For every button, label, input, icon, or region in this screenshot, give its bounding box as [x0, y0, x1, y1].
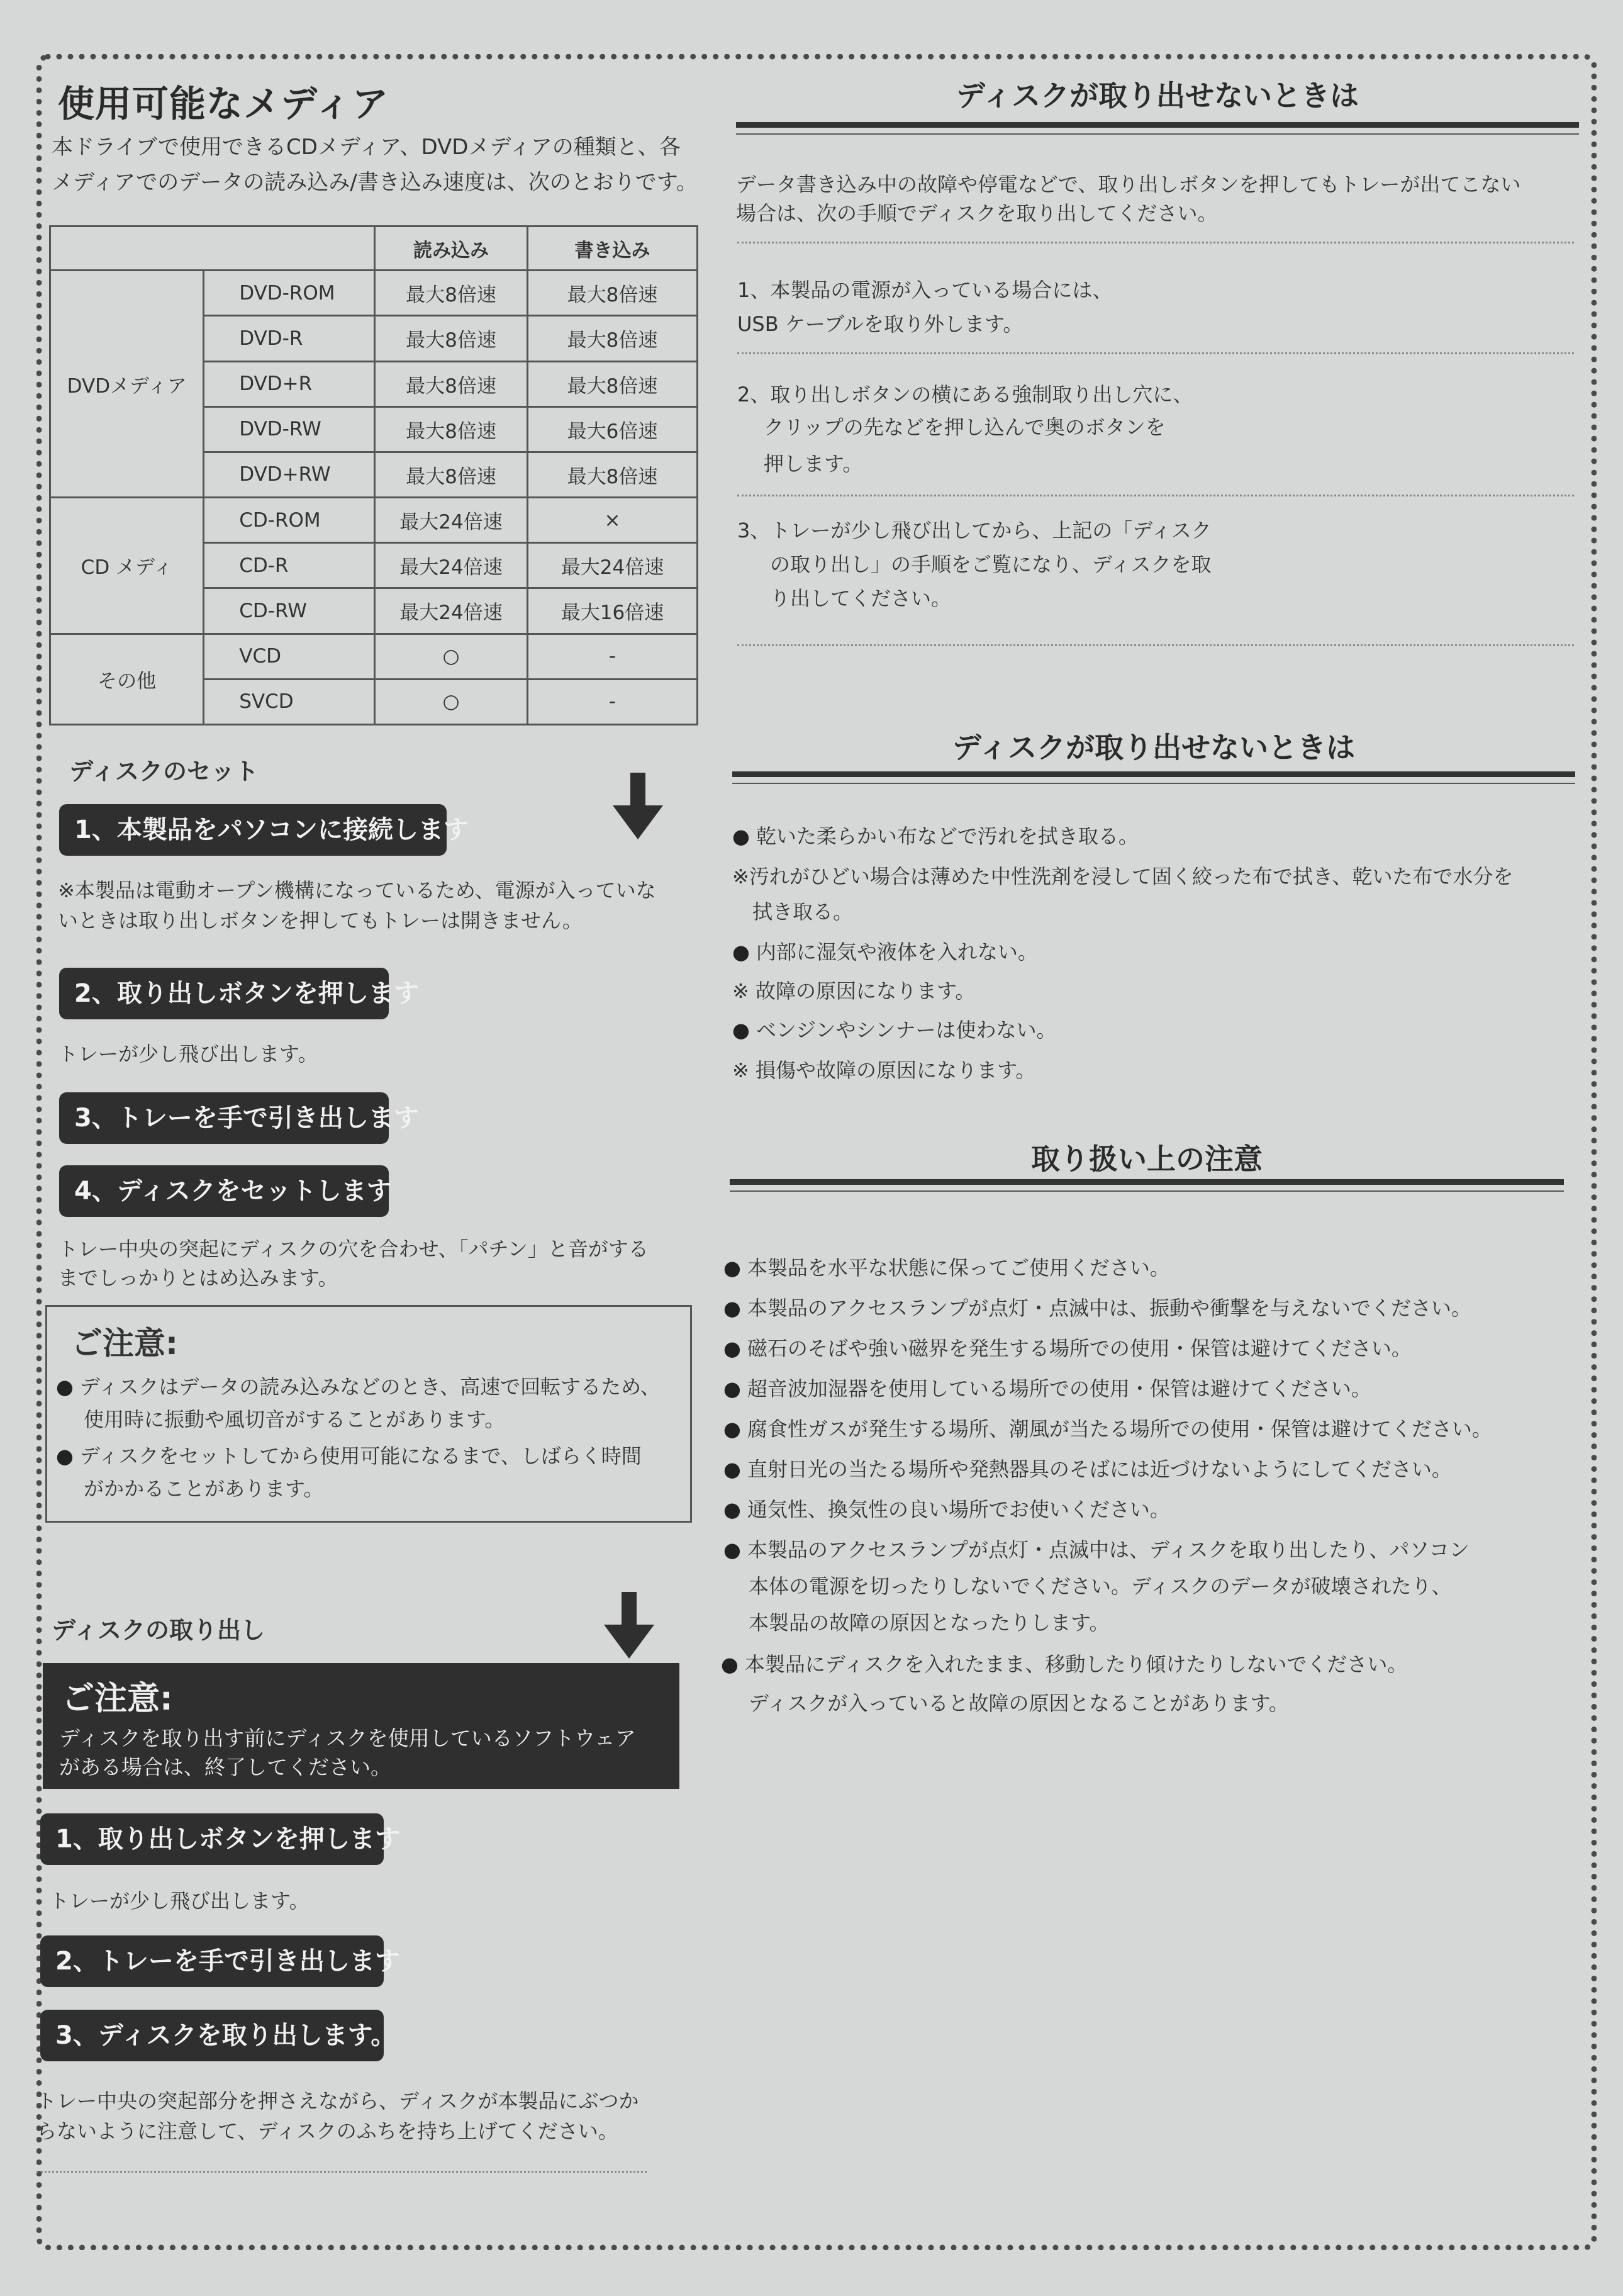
write-speed: 最大8倍速: [528, 271, 698, 316]
handling-line-12: ディスクが入っていると故障の原因となることがあります。: [749, 1691, 1289, 1715]
set-caution-item-2-line-2: がかかることがあります。: [84, 1477, 324, 1501]
set-step-3-label: 3、トレーを手で引き出します: [59, 1092, 389, 1144]
divider: [737, 644, 1574, 646]
eject-step-3-label: 3、ディスクを取り出します。: [40, 2010, 384, 2061]
read-speed: 最大24倍速: [374, 588, 527, 634]
cannot-eject-intro-line-1: データ書き込み中の故障や停電などで、取り出しボタンを押してもトレーが出てこない: [736, 172, 1521, 196]
table-corner-cell: [50, 227, 375, 271]
read-speed: ○: [374, 634, 527, 679]
handling-line-9: 本体の電源を切ったりしないでください。ディスクのデータが破壊されたり、: [749, 1574, 1452, 1598]
handling-line-1: ● 本製品を水平な状態に保ってご使用ください。: [723, 1251, 1170, 1285]
read-speed: 最大8倍速: [374, 452, 527, 497]
cannot-eject-step-3-line-2: の取り出し」の手順をご覧になり、ディスクを取: [770, 552, 1212, 576]
media-name: DVD-R: [204, 316, 375, 361]
cleaning-line-7: ※ 損傷や故障の原因になります。: [732, 1058, 1036, 1082]
header-read: 読み込み: [374, 227, 527, 271]
handling-line-3: ● 磁石のそばや強い磁界を発生する場所での使用・保管は避けてください。: [723, 1331, 1412, 1365]
eject-step-3-note-line-2: らないように注意して、ディスクのふちを持ち上げてください。: [36, 2119, 618, 2143]
cannot-eject-step-2-line-2: クリップの先などを押し込んで奥のボタンを: [764, 415, 1166, 439]
cleaning-line-3: 拭き取る。: [752, 900, 854, 924]
set-step-2-note: トレーが少し飛び出します。: [58, 1042, 318, 1066]
eject-caution-box: [43, 1663, 679, 1789]
heading-rule: [730, 1179, 1564, 1185]
eject-step-2-label: 2、トレーを手で引き出します: [40, 1935, 384, 1987]
handling-line-5: ● 腐食性ガスが発生する場所、潮風が当たる場所での使用・保管は避けてください。: [723, 1412, 1492, 1446]
handling-line-2: ● 本製品のアクセスランプが点灯・点滅中は、振動や衝撃を与えないでください。: [723, 1291, 1471, 1325]
set-caution-item-1-line-2: 使用時に振動や風切音がすることがあります。: [84, 1408, 505, 1431]
cleaning-line-4: ● 内部に湿気や液体を入れない。: [732, 935, 1038, 969]
table-row: [50, 271, 698, 316]
cannot-eject-intro-line-2: 場合は、次の手順でディスクを取り出してください。: [736, 201, 1218, 225]
media-speed-table: [49, 225, 698, 725]
set-step-1-note-line-1: ※本製品は電動オープン機構になっているため、電源が入っていな: [58, 878, 656, 902]
write-speed: 最大24倍速: [528, 543, 698, 588]
read-speed: 最大8倍速: [374, 361, 527, 406]
media-name: VCD: [204, 634, 375, 679]
cleaning-title: ディスクが取り出せないときは: [952, 731, 1356, 764]
set-step-1-label: 1、本製品をパソコンに接続します: [59, 804, 447, 856]
set-caution-title: ご注意:: [71, 1325, 178, 1362]
header-write: 書き込み: [528, 227, 698, 271]
handling-title: 取り扱い上の注意: [1031, 1142, 1263, 1176]
group-label: その他: [50, 634, 204, 724]
write-speed: 最大8倍速: [528, 452, 698, 497]
cannot-eject-step-1-line-2: USB ケーブルを取り外します。: [737, 312, 1023, 336]
cannot-eject-step-2-line-3: 押します。: [764, 452, 863, 476]
heading-rule-thin: [736, 133, 1579, 135]
read-speed: ○: [374, 679, 527, 724]
down-arrow-icon: [611, 773, 664, 842]
eject-caution-title: ご注意:: [62, 1680, 173, 1718]
media-title: 使用可能なメディア: [58, 82, 389, 125]
cannot-eject-step-3-line-1: 3、トレーが少し飛び出してから、上記の「ディスク: [737, 518, 1212, 542]
write-speed: 最大8倍速: [528, 361, 698, 406]
set-step-4-note-line-1: トレー中央の突起にディスクの穴を合わせ、「パチン」と音がする: [58, 1237, 649, 1261]
set-step-2-label: 2、取り出しボタンを押します: [59, 968, 389, 1019]
cannot-eject-step-3-line-3: り出してください。: [770, 586, 952, 610]
media-name: DVD-RW: [204, 406, 375, 452]
set-step-4-label: 4、ディスクをセットします: [59, 1165, 389, 1217]
set-heading: ディスクのセット: [69, 758, 259, 785]
divider: [737, 495, 1574, 496]
read-speed: 最大8倍速: [374, 271, 527, 316]
divider: [36, 2171, 647, 2173]
table-row: [50, 498, 698, 543]
media-name: CD-RW: [204, 588, 375, 634]
eject-heading: ディスクの取り出し: [52, 1616, 265, 1644]
read-speed: 最大8倍速: [374, 316, 527, 361]
cannot-eject-title: ディスクが取り出せないときは: [956, 79, 1359, 113]
set-caution-box: [45, 1305, 692, 1523]
heading-rule-thin: [732, 783, 1575, 784]
media-name: SVCD: [204, 679, 375, 724]
write-speed: 最大8倍速: [528, 316, 698, 361]
set-step-1-note-line-2: いときは取り出しボタンを押してもトレーは開きません。: [58, 909, 583, 932]
group-label: CD メディ: [50, 498, 204, 634]
cleaning-line-1: ● 乾いた柔らかい布などで汚れを拭き取る。: [732, 819, 1139, 853]
handling-line-6: ● 直射日光の当たる場所や発熱器具のそばには近づけないようにしてください。: [723, 1452, 1452, 1486]
media-name: DVD+R: [204, 361, 375, 406]
read-speed: 最大24倍速: [374, 498, 527, 543]
set-caution-item-2-line-1: ● ディスクをセットしてから使用可能になるまで、しばらく時間: [56, 1439, 642, 1473]
group-label: DVDメディア: [50, 271, 204, 498]
divider: [737, 352, 1574, 354]
read-speed: 最大24倍速: [374, 543, 527, 588]
write-speed: 最大16倍速: [528, 588, 698, 634]
read-speed: 最大8倍速: [374, 406, 527, 452]
divider: [737, 242, 1574, 244]
eject-step-3-note-line-1: トレー中央の突起部分を押さえながら、ディスクが本製品にぶつか: [36, 2089, 639, 2113]
down-arrow-icon: [603, 1592, 655, 1661]
eject-caution-line-2: がある場合は、終了してください。: [59, 1755, 391, 1779]
heading-rule-thin: [730, 1190, 1564, 1192]
cannot-eject-step-2-line-1: 2、取り出しボタンの横にある強制取り出し穴に、: [737, 383, 1193, 406]
set-step-4-note-line-2: までしっかりとはめ込みます。: [58, 1266, 338, 1290]
write-speed: -: [528, 634, 698, 679]
handling-line-7: ● 通気性、換気性の良い場所でお使いください。: [723, 1492, 1170, 1526]
media-name: DVD-ROM: [204, 271, 375, 316]
eject-step-1-note: トレーが少し飛び出します。: [49, 1889, 310, 1913]
table-row: [50, 634, 698, 679]
eject-caution-line-1: ディスクを取り出す前にディスクを使用しているソフトウェア: [59, 1726, 636, 1750]
set-caution-item-1-line-1: ● ディスクはデータの読み込みなどのとき、高速で回転するため、: [56, 1370, 661, 1404]
heading-rule: [732, 771, 1575, 777]
media-name: CD-ROM: [204, 498, 375, 543]
write-speed: 最大6倍速: [528, 406, 698, 452]
handling-line-10: 本製品の故障の原因となったりします。: [749, 1611, 1110, 1635]
media-intro-line-1: 本ドライブで使用できるCDメディア、DVDメディアの種類と、各: [52, 135, 681, 160]
cleaning-line-5: ※ 故障の原因になります。: [732, 979, 976, 1003]
media-name: CD-R: [204, 543, 375, 588]
write-speed: -: [528, 679, 698, 724]
table-header-row: [50, 227, 698, 271]
media-intro-line-2: メディアでのデータの読み込み/書き込み速度は、次のとおりです。: [52, 170, 698, 195]
handling-line-4: ● 超音波加湿器を使用している場所での使用・保管は避けてください。: [723, 1372, 1371, 1406]
cannot-eject-step-1-line-1: 1、本製品の電源が入っている場合には、: [737, 278, 1113, 302]
cleaning-line-6: ● ベンジンやシンナーは使わない。: [732, 1013, 1057, 1047]
handling-line-11: ● 本製品にディスクを入れたまま、移動したり傾けたりしないでください。: [721, 1647, 1407, 1681]
eject-step-1-label: 1、取り出しボタンを押します: [40, 1813, 384, 1865]
write-speed: ×: [528, 498, 698, 543]
cleaning-line-2: ※汚れがひどい場合は薄めた中性洗剤を浸して固く絞った布で拭き、乾いた布で水分を: [732, 865, 1514, 888]
media-name: DVD+RW: [204, 452, 375, 497]
handling-line-8: ● 本製品のアクセスランプが点灯・点滅中は、ディスクを取り出したり、パソコン: [723, 1533, 1470, 1567]
heading-rule: [736, 122, 1579, 128]
